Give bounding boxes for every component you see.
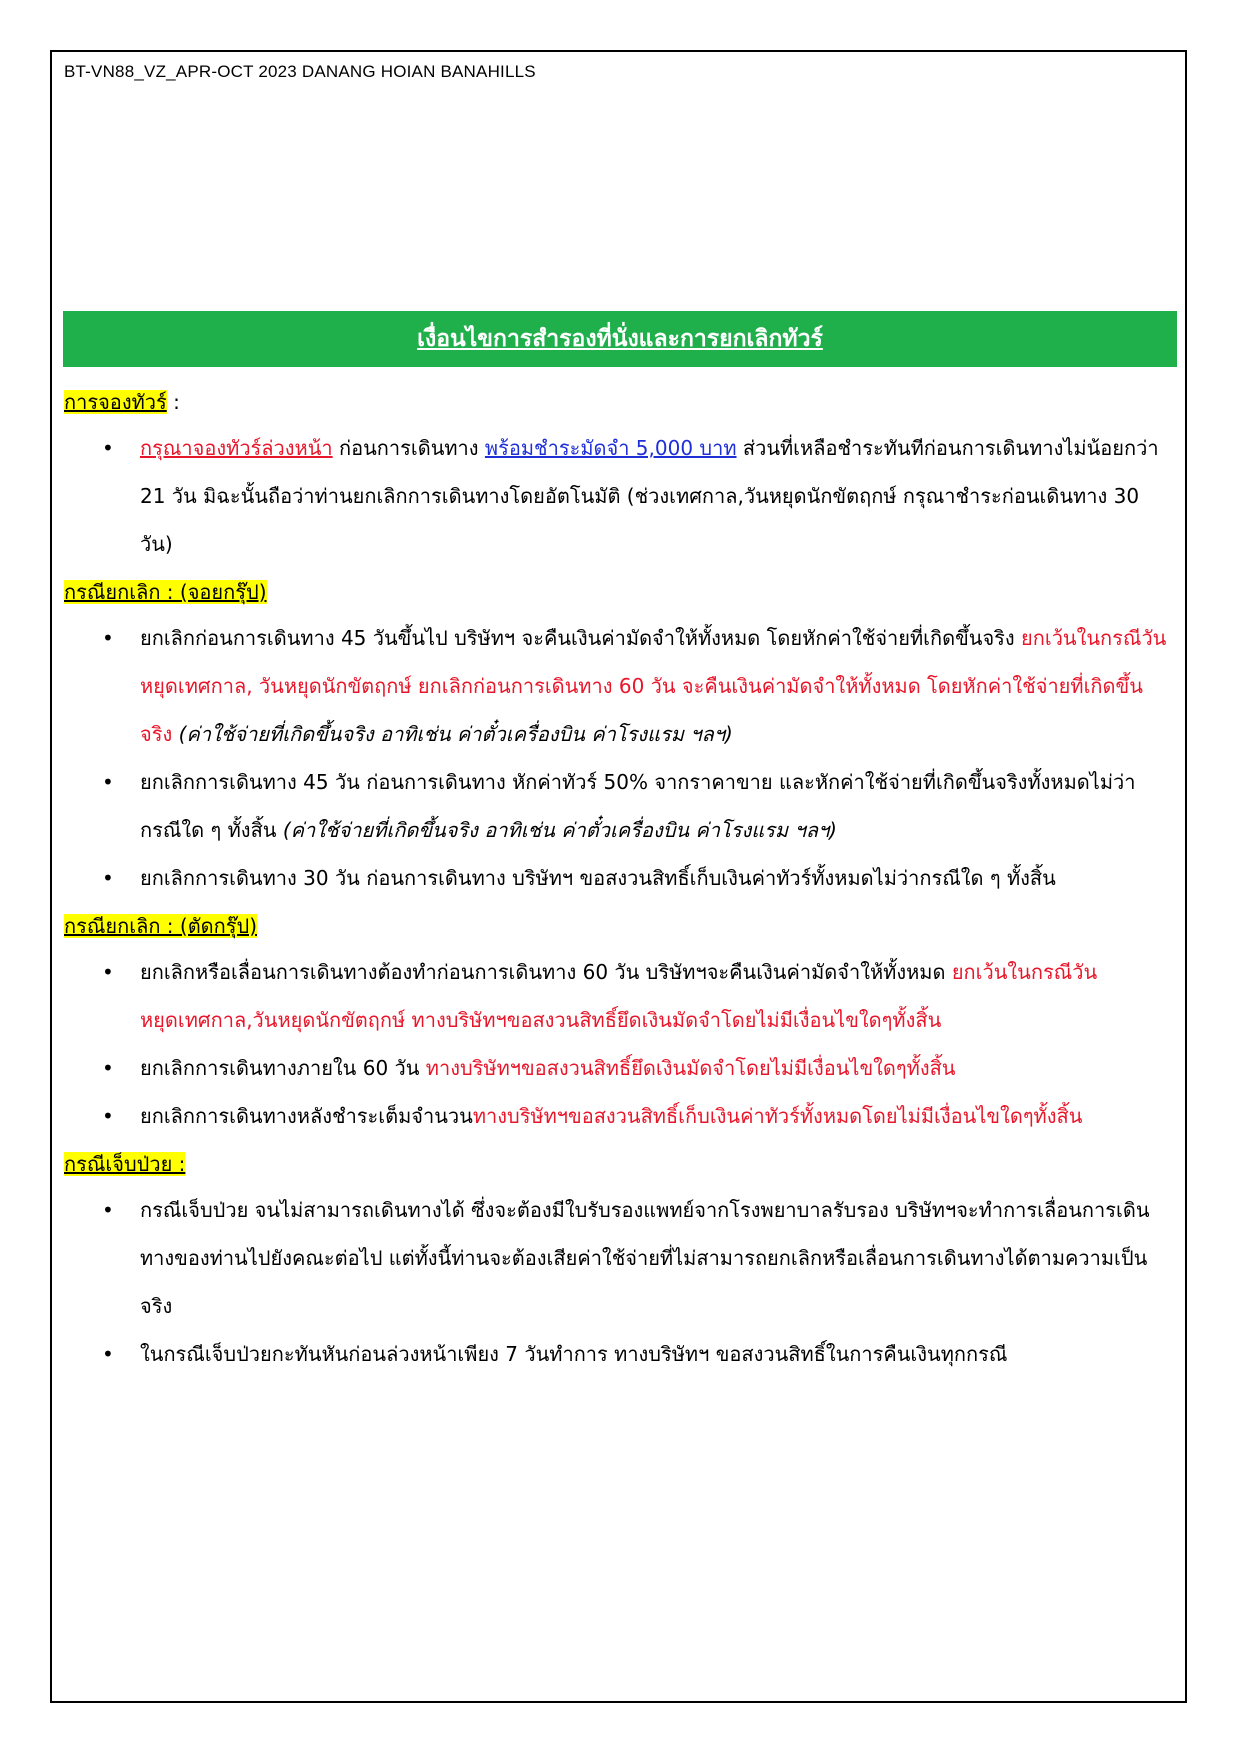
cancel-join-expenses-note: (ค่าใช้จ่ายที่เกิดขึ้นจริง อาทิเช่น ค่าตั๋วเครื่องบิน ค่าโรงแรม ฯลฯ)	[172, 722, 733, 746]
booking-heading-colon: :	[166, 390, 180, 414]
section-heading-illness	[64, 1148, 1174, 1182]
cancel-join-expenses-note: (ค่าใช้จ่ายที่เกิดขึ้นจริง อาทิเช่น ค่าตั๋วเครื่องบิน ค่าโรงแรม ฯลฯ)	[282, 818, 837, 842]
cancel-private-list	[64, 948, 1174, 1140]
list-item: • กรณีเจ็บป่วย จนไม่สามารถเดินทางได้ ซึ่งจะต้องมีใบรับรองแพทย์จากโรงพยาบาลรับรอง บริษัทฯจะทำการเลื่อนการเดินทางของท่านไปยังคณะต่อไป แต่ทั้งนี้ท่านจะต้องเสียค่าใช้จ่ายที่ไม่สามารถยกเลิกหรือเลื่อนการเดินทางได้ตามความเป็นจริง	[64, 1186, 1174, 1330]
illness-heading: กรณีเจ็บป่วย :	[64, 1152, 186, 1176]
cancel-join-heading: กรณียกเลิก : (จอยกรุ๊ป)	[64, 580, 267, 604]
cancel-private-text: ยกเลิกหรือเลื่อนการเดินทางต้องทำก่อนการเดินทาง 60 วัน บริษัทฯจะคืนเงินค่ามัดจำให้ทั้งหมด	[140, 960, 952, 984]
booking-list	[64, 424, 1174, 568]
booking-text-a: ก่อนการเดินทาง	[332, 436, 485, 460]
booking-heading: การจองทัวร์	[64, 390, 167, 414]
cancel-private-heading: กรณียกเลิก : (ตัดกรุ๊ป)	[64, 914, 258, 938]
cancel-private-exception: ทางบริษัทฯขอสงวนสิทธิ์ยึดเงินมัดจำโดยไม่มีเงื่อนไขใดๆทั้งสิ้น	[425, 1056, 956, 1080]
cancel-private-text: ยกเลิกการเดินทางภายใน 60 วัน	[140, 1056, 426, 1080]
deposit-note: พร้อมชำระมัดจำ 5,000 บาท	[484, 436, 737, 460]
section-heading-booking	[64, 386, 1174, 420]
booking-advance-note: กรุณาจองทัวร์ล่วงหน้า	[140, 436, 333, 460]
cancel-join-list	[64, 614, 1174, 902]
cancel-private-exception: ทางบริษัทฯขอสงวนสิทธิ์เก็บเงินค่าทัวร์ทั้งหมดโดยไม่มีเงื่อนไขใดๆทั้งสิ้น	[472, 1104, 1083, 1128]
cancel-private-text: ยกเลิกการเดินทางหลังชำระเต็มจำนวน	[140, 1104, 473, 1128]
list-item	[64, 1092, 1174, 1140]
conditions-banner	[63, 311, 1177, 367]
cancel-join-text: ยกเลิกการเดินทาง 45 วัน ก่อนการเดินทาง หักค่าทัวร์ 50% จากราคาขาย และหักค่าใช้จ่ายที่เกิดขึ้นจริงทั้งหมดไม่ว่ากรณีใด ๆ ทั้งสิ้น	[140, 770, 1136, 842]
list-item	[64, 948, 1174, 1044]
section-heading-cancel-private	[64, 910, 1174, 944]
illness-list	[64, 1186, 1174, 1378]
cancel-join-exception: ยกเว้นในกรณีวันหยุดเทศกาล, วันหยุดนักขัตฤกษ์ ยกเลิกก่อนการเดินทาง 60 วัน จะคืนเงินค่ามัดจำให้ทั้งหมด โดยหักค่าใช้จ่ายที่เกิดขึ้นจริง	[140, 626, 1167, 746]
list-item	[64, 614, 1174, 758]
list-item: • ยกเลิกการเดินทาง 30 วัน ก่อนการเดินทาง บริษัทฯ ขอสงวนสิทธิ์เก็บเงินค่าทัวร์ทั้งหมดไม่ว่ากรณีใด ๆ ทั้งสิ้น	[64, 854, 1174, 902]
cancel-private-exception: ยกเว้นในกรณีวันหยุดเทศกาล,วันหยุดนักขัตฤกษ์ ทางบริษัทฯขอสงวนสิทธิ์ยึดเงินมัดจำโดยไม่มีเงื่อนไขใดๆทั้งสิ้น	[140, 960, 1098, 1032]
list-item	[64, 424, 1174, 568]
booking-text-b: ส่วนที่เหลือชำระทันทีก่อนการเดินทางไม่น้อยกว่า 21 วัน มิฉะนั้นถือว่าท่านยกเลิกการเดินทางโดยอัตโนมัติ (ช่วงเทศกาล,วันหยุดนักขัตฤกษ์ กรุณาชำระก่อนเดินทาง 30 วัน)	[140, 436, 1159, 556]
document-code: BT-VN88_VZ_APR-OCT 2023 DANANG HOIAN BANAHILLS	[64, 62, 536, 81]
list-item	[64, 758, 1174, 854]
section-heading-cancel-join	[64, 576, 1174, 610]
banner-title: เงื่อนไขการสำรองที่นั่งและการยกเลิกทัวร์	[417, 326, 823, 352]
conditions-content	[64, 386, 1174, 1386]
list-item: • ในกรณีเจ็บป่วยกะทันหันก่อนล่วงหน้าเพียง 7 วันทำการ ทางบริษัทฯ ขอสงวนสิทธิ์ในการคืนเงินทุกกรณี	[64, 1330, 1174, 1378]
list-item	[64, 1044, 1174, 1092]
cancel-join-text: ยกเลิกก่อนการเดินทาง 45 วันขึ้นไป บริษัทฯ จะคืนเงินค่ามัดจำให้ทั้งหมด โดยหักค่าใช้จ่ายที่เกิดขึ้นจริง	[140, 626, 1022, 650]
